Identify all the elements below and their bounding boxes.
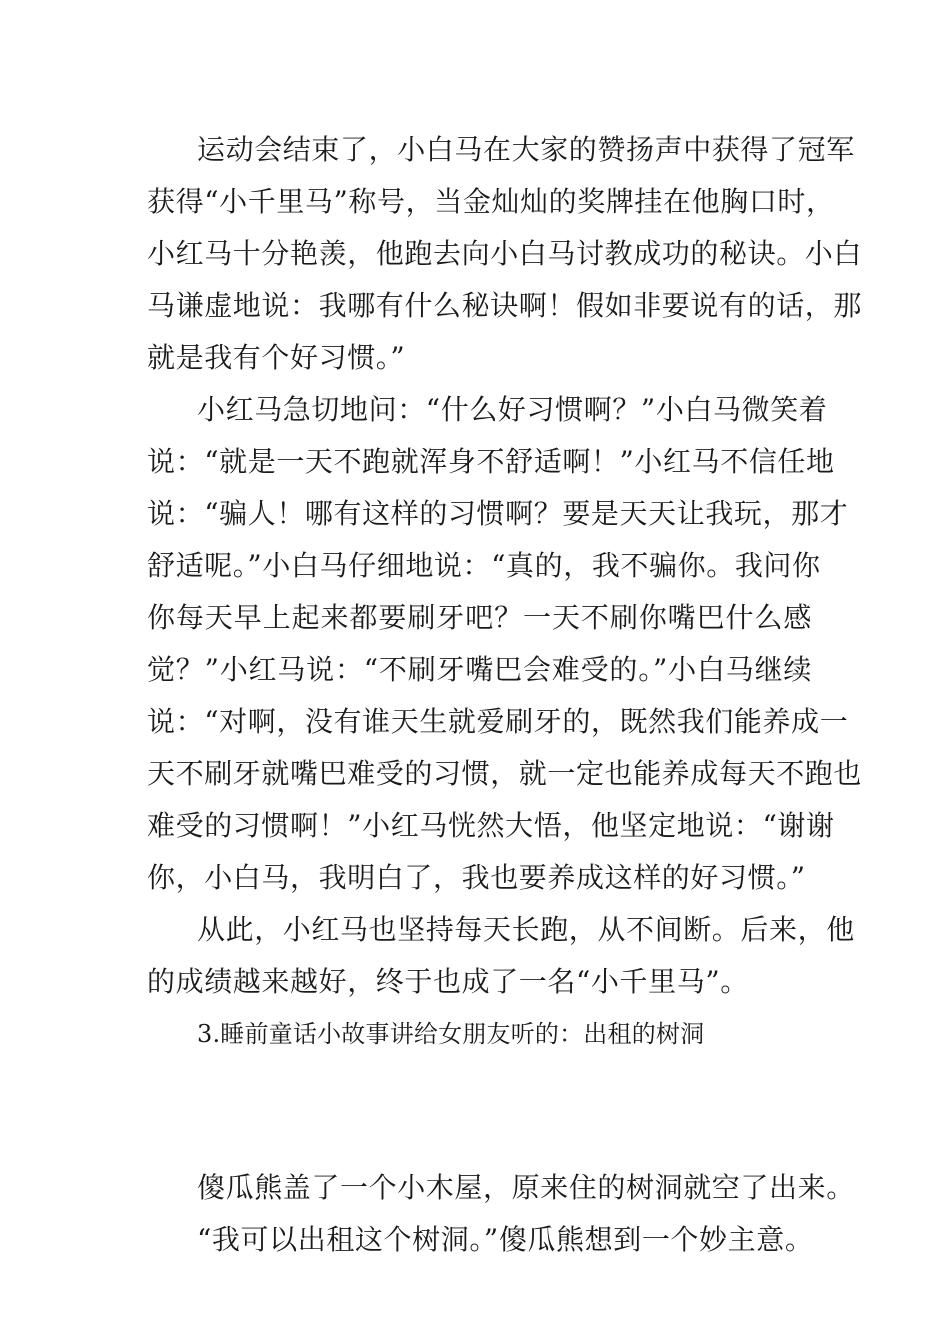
text-line: 你每天早上起来都要刷牙吧？一天不刷你嘴巴什么感 bbox=[147, 601, 812, 634]
text-line: 小红马急切地问：“什么好习惯啊？”小白马微笑着 bbox=[197, 393, 828, 426]
text-line: 难受的习惯啊！”小红马恍然大悟，他坚定地说：“谢谢 bbox=[147, 809, 835, 842]
text-line: 你，小白马，我明白了，我也要养成这样的好习惯。” bbox=[147, 861, 806, 894]
text-line: 说：“就是一天不跑就浑身不舒适啊！”小红马不信任地 bbox=[147, 445, 835, 478]
text-line: 马谦虚地说：我哪有什么秘诀啊！假如非要说有的话，那 bbox=[147, 289, 863, 322]
text-line: 说：“骗人！哪有这样的习惯啊？要是天天让我玩，那才 bbox=[147, 497, 849, 530]
text-line: 运动会结束了，小白马在大家的赞扬声中获得了冠军 bbox=[197, 133, 855, 166]
text-line: 舒适呢。”小白马仔细地说：“真的，我不骗你。我问你 bbox=[147, 549, 821, 582]
text-line: 觉？”小红马说：“不刷牙嘴巴会难受的。”小白马继续 bbox=[147, 653, 812, 686]
text-line: 小红马十分艳羡，他跑去向小白马讨教成功的秘诀。小白 bbox=[147, 237, 863, 270]
text-line: “我可以出租这个树洞。”傻瓜熊想到一个妙主意。 bbox=[197, 1223, 814, 1256]
text-line: 天不刷牙就嘴巴难受的习惯，就一定也能养成每天不跑也 bbox=[147, 757, 863, 790]
text-line: 说：“对啊，没有谁天生就爱刷牙的，既然我们能养成一 bbox=[147, 705, 849, 738]
text-line: 傻瓜熊盖了一个小木屋，原来住的树洞就空了出来。 bbox=[197, 1171, 855, 1204]
text-line: 就是我有个好习惯。” bbox=[147, 341, 406, 374]
text-line: 的成绩越来越好，终于也成了一名“小千里马”。 bbox=[147, 965, 749, 998]
section-heading: 3.睡前童话小故事讲给女朋友听的：出租的树洞 bbox=[197, 1020, 705, 1048]
text-line: 从此，小红马也坚持每天长跑，从不间断。后来，他 bbox=[197, 913, 855, 946]
text-line: 获得“小千里马”称号，当金灿灿的奖牌挂在他胸口时， bbox=[147, 185, 835, 218]
